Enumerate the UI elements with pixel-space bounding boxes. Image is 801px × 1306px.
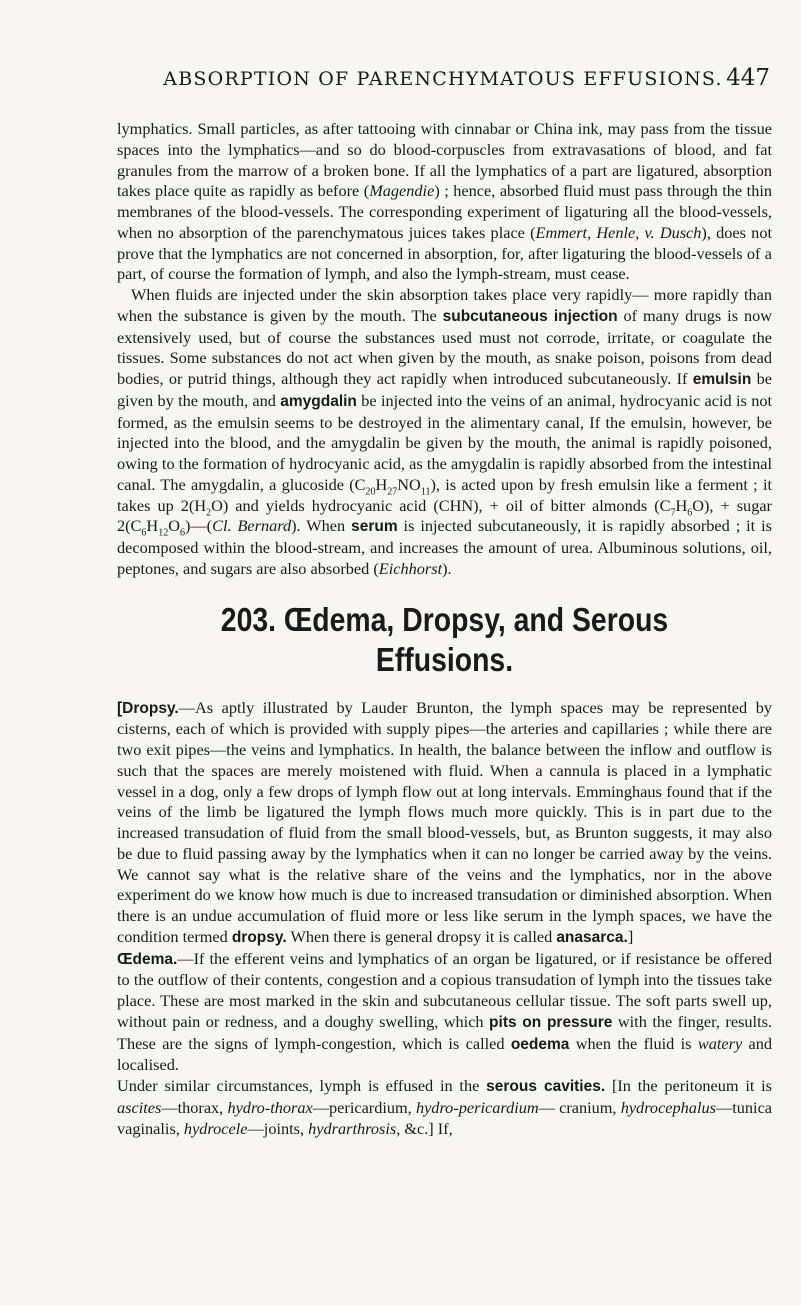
section-title: 203. Œdema, Dropsy, and Serous Effusions.	[220, 600, 669, 678]
page-header	[118, 65, 770, 98]
paragraph-dropsy: [Dropsy.—As aptly illustrated by Lauder Brunton, the lymph spaces may be represented by cisterns, each of which is provided with supply pipes—the arteries and capillaries ; while there are two exit pipes—the veins and lymphatics. In health, the balance between the inflow and outflow is such that the spaces are merely moistened with fluid. When a cannula is placed in a lymphatic vessel in a dog, only a few drops of lymph flow out at long intervals. Emminghaus found that if the veins of the limb be ligatured the lymph flows much more quickly. This is in part due to the increased transudation of fluid from the small blood-vessels, but, as Brunton suggests, it may also be due to fluid passing away by the lymphatics when it can no longer be carried away by the veins. We cannot say what is the relative share of the veins and the lymphatics, nor in the above experiment do we know how much is due to increased transudation or diminished absorption. When there is an undue accumulation of fluid more or less like serum in the lymph spaces, we have the condition termed dropsy. When there is general dropsy it is called anasarca.]	[117, 697, 772, 946]
page-number: 447	[726, 65, 770, 91]
page-body	[117, 119, 772, 1139]
paragraph-oedema: Œdema.—If the efferent veins and lymphatics of an organ be ligatured, or if resistance be offered to the outflow of their contents, congestion and a copious transudation of lymph into the tissues take place. These are most marked in the skin and subcutaneous cellular tissue. The soft parts swell up, without pain or redness, and a doughy swelling, which pits on pressure with the finger, results. These are the signs of lymph-congestion, which is called oedema when the fluid is watery and localised.	[117, 948, 773, 1075]
paragraph-subcutaneous-injection: When fluids are injected under the skin absorption takes place very rapidly— more rapidly than when the substance is given by the mouth. The subcutaneous injection of many drugs is now extensively used, but of course the substances used must not corrode, irritate, or coagulate the tissues. Some substances do not act when given by the mouth, as snake poison, poisons from dead bodies, or putrid things, although they act rapidly when introduced subcutaneously. If emulsin be given by the mouth, and amygdalin be injected into the veins of an animal, hydrocyanic acid is not formed, as the emulsin seems to be destroyed in the alimentary canal, If the emulsin, however, be injected into the blood, and the amygdalin be given by the mouth, the animal is rapidly poisoned, owing to the formation of hydrocyanic acid, as the amygdalin is rapidly absorbed from the intestinal canal. The amygdalin, a glucoside $(C_{20}H_{27}NO_{11})$, is acted upon by fresh emulsin like a ferment ; it takes up $2(H_2O)$ and yields hydrocyanic acid (CHN), + oil of bitter almonds $(C_7H_6O)$, + sugar $2(C_6H_{12}O_6)—(Cl$. Bernard). When serum is injected subcutaneously, it is rapidly absorbed ; it is decomposed within the blood-stream, and increases the amount of urea. Albuminous solutions, oil, peptones, and sugars are also absorbed (Eichhorst).	[117, 285, 773, 578]
paragraph-serous-cavities: Under similar circumstances, lymph is effused in the serous cavities. [In the peritoneum it is ascites—thorax, hydro-thorax—pericardium, hydro-pericardium— cranium, hydrocephalus—tunica vaginalis, hydrocele—joints, hydrarthrosis, &c.] If,	[117, 1076, 773, 1138]
running-head: ABSORPTION OF PARENCHYMATOUS EFFUSIONS.	[163, 68, 723, 90]
paragraph-lymphatics-absorption: lymphatics. Small particles, as after tattooing with cinnabar or China ink, may pass from the tissue spaces into the lymphatics—and so do blood-corpuscles from extravasations of blood, and fat granules from the marrow of a broken bone. If all the lymphatics of a part are ligatured, absorption takes place quite as rapidly as before (Magendie) ; hence, absorbed fluid must pass through the thin membranes of the blood-vessels. The corresponding experiment of ligaturing all the blood-vessels, when no absorption of the parenchymatous juices takes place (Emmert, Henle, v. Dusch), does not prove that the lymphatics are not concerned in absorption, for, after ligaturing the blood-vessels of a part, of course the formation of lymph, and also the lymph-stream, must cease.	[117, 119, 773, 284]
